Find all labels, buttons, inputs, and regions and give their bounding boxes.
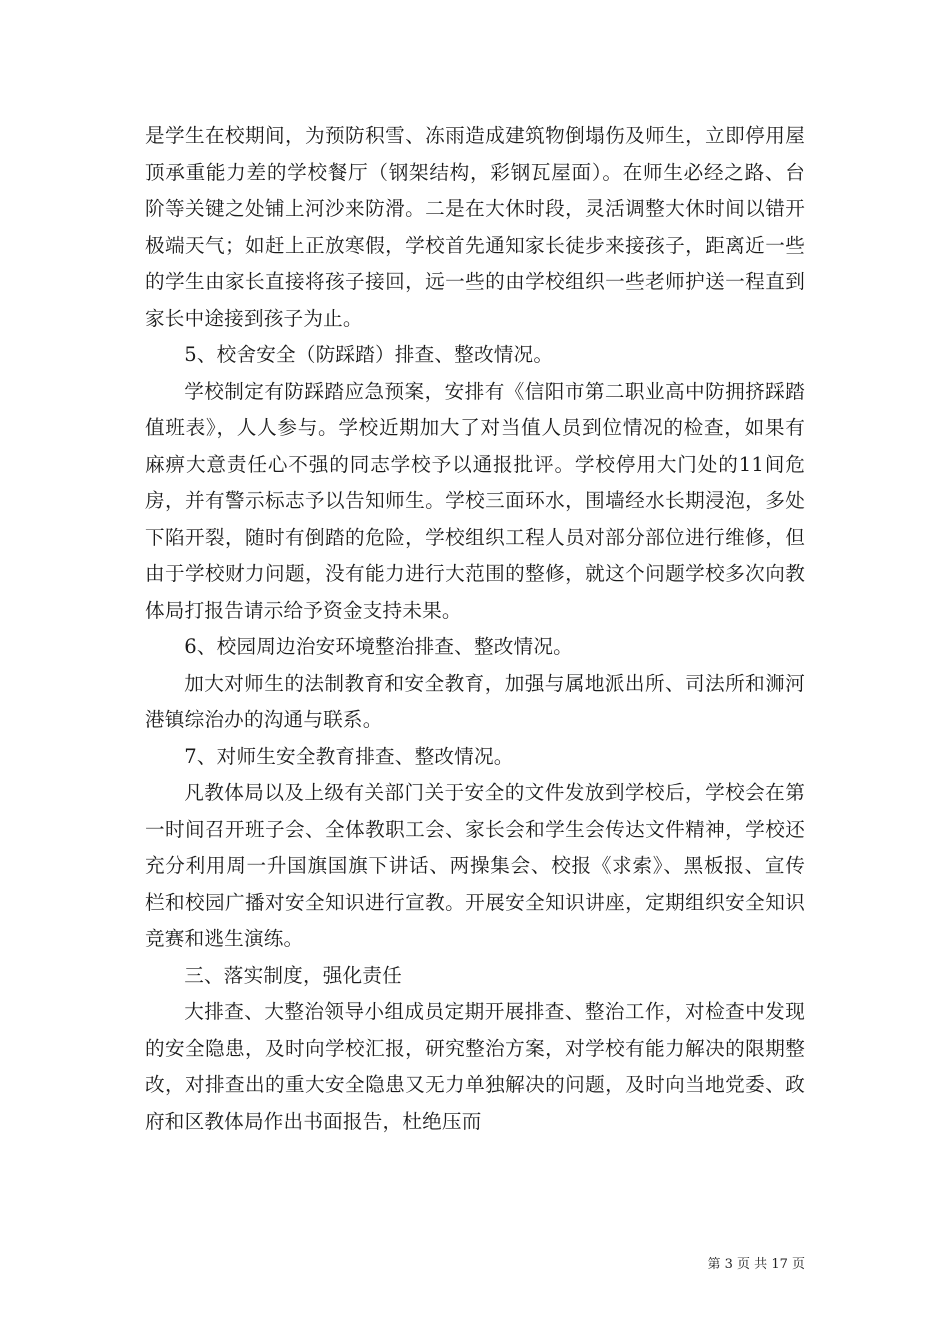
section-heading-5: 5、校舍安全（防踩踏）排查、整改情况。 xyxy=(184,343,554,366)
section-heading-3: 三、落实制度，强化责任 xyxy=(184,963,402,987)
section-heading-6: 6、校园周边治安环境整治排查、整改情况。 xyxy=(184,635,573,658)
paragraph-campus-surroundings: 加大对师生的法制教育和安全教育，加强与属地派出所、司法所和浉河港镇综治办的沟通与联系。 xyxy=(145,671,805,731)
paragraph-stampede-prevention: 学校制定有防踩踏应急预案，安排有《信阳市第二职业高中防拥挤踩踏值班表》，人人参与。学校近期加大了对当值人员到位情况的检查，如果有麻痹大意责任心不强的同志学校予以通报批评。学校停用大门处的11间危房，并有警示标志予以告知师生。学校三面环水，围墙经水长期浸泡，多处下陷开裂，随时有倒踏的危险，学校组织工程人员对部分部位进行维修，但由于学校财力问题，没有能力进行大范围的整修，就这个问题学校多次向教体局打报告请示给予资金支持未果。 xyxy=(145,379,805,622)
page-footer xyxy=(708,1253,805,1272)
section-heading-7: 7、对师生安全教育排查、整改情况。 xyxy=(184,744,514,768)
document-body xyxy=(145,118,805,1140)
paragraph-safety-education: 凡教体局以及上级有关部门关于安全的文件发放到学校后，学校会在第一时间召开班子会、全体教职工会、家长会和学生会传达文件精神，学校还充分利用周一升国旗国旗下讲话、两操集会、校报《求索》、黑板报、宣传栏和校园广播对安全知识进行宣教。开展安全知识讲座，定期组织安全知识竞赛和逃生演练。 xyxy=(145,781,805,950)
page-number: 第 3 页 共 17 页 xyxy=(707,1257,805,1272)
paragraph-responsibility: 大排查、大整治领导小组成员定期开展排查、整治工作，对检查中发现的安全隐患，及时向学校汇报，研究整治方案，对学校有能力解决的限期整改，对排查出的重大安全隐患又无力单独解决的问题，及时向当地党委、政府和区教体局作出书面报告，杜绝压而 xyxy=(145,1000,805,1133)
paragraph-continuation: 是学生在校期间，为预防积雪、冻雨造成建筑物倒塌伤及师生，立即停用屋顶承重能力差的学校餐厅（钢架结构，彩钢瓦屋面）。在师生必经之路、台阶等关键之处铺上河沙来防滑。二是在大休时段，灵活调整大休时间以错开极端天气；如赶上正放寒假，学校首先通知家长徒步来接孩子，距离近一些的学生由家长直接将孩子接回，远一些的由学校组织一些老师护送一程直到家长中途接到孩子为止。 xyxy=(145,124,805,330)
